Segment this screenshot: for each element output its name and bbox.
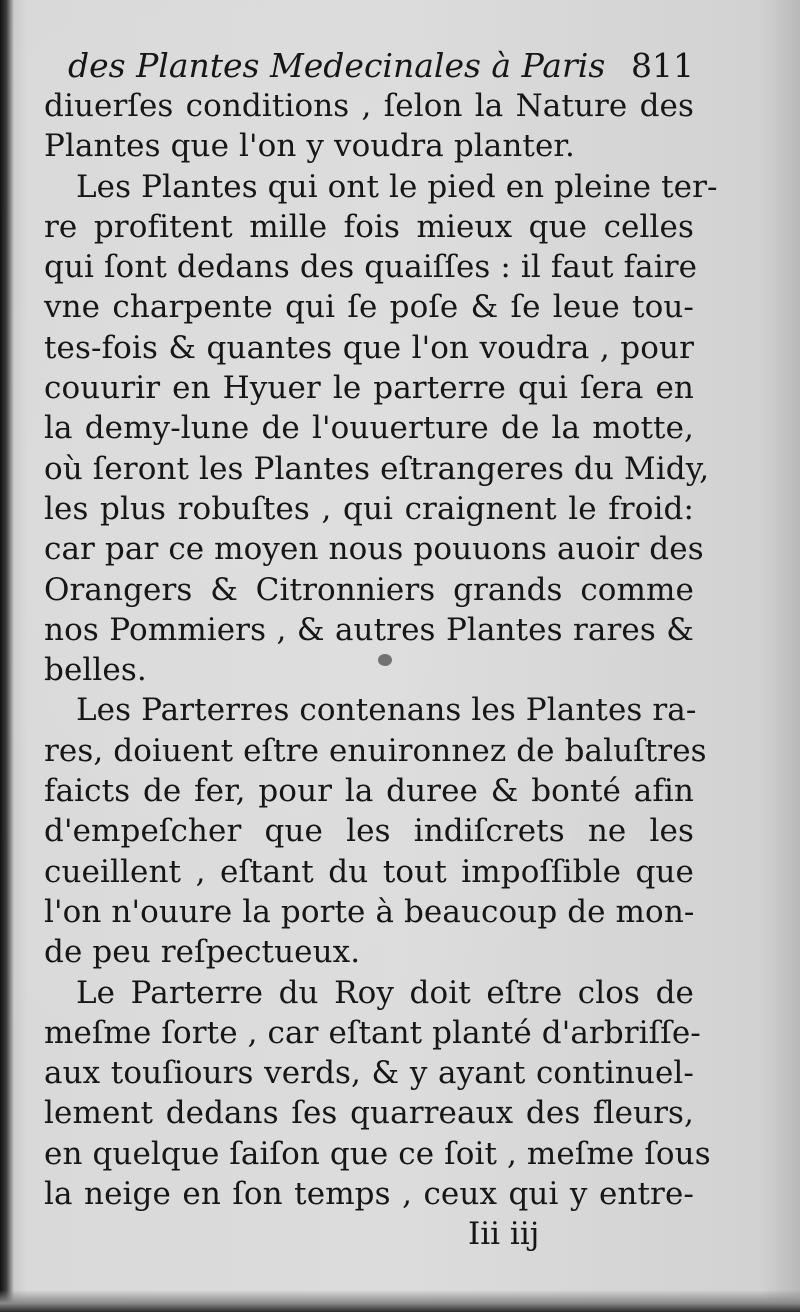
text-line: qui ſont dedans des quaiſſes : il faut faire — [44, 249, 698, 286]
text-line: couurir en Hyuer le parterre qui ſera en — [44, 370, 694, 407]
text-line: Orangers & Citronniers grands comme — [44, 571, 694, 608]
page-gutter-shadow — [0, 0, 14, 1312]
text-line: Le Parterre du Roy doit eſtre clos de — [76, 974, 694, 1011]
text-line: vne charpente qui ſe poſe & ſe leue tou- — [44, 289, 694, 326]
running-header — [44, 46, 694, 86]
text-line: belles. — [44, 652, 147, 689]
text-line: où ſeront les Plantes eſtrangeres du Midy, — [44, 450, 710, 487]
page-bottom-shadow — [0, 1290, 800, 1312]
text-line: car par ce moyen nous pouuons auoir des — [44, 531, 704, 568]
page-number: 811 — [631, 46, 694, 85]
text-line: lement dedans ſes quarreaux des fleurs, — [44, 1095, 694, 1132]
running-title: des Plantes Medecinales à Paris — [68, 46, 606, 85]
text-line: tes-fois & quantes que l'on voudra , pour — [44, 329, 694, 366]
text-line: les plus robuſtes , qui craignent le froid: — [44, 490, 694, 527]
text-line: de peu reſpectueux. — [44, 934, 361, 971]
text-line: meſme ſorte , car eſtant planté d'arbriſſe- — [44, 1014, 701, 1051]
text-line: en quelque ſaiſon que ce ſoit , meſme ſous — [44, 1135, 711, 1172]
text-line: la demy-lune de l'ouuerture de la motte, — [44, 410, 694, 447]
text-line: Les Parterres contenans les Plantes ra- — [76, 692, 697, 729]
text-block — [44, 46, 718, 1214]
text-line: d'empeſcher que les indiſcrets ne les — [44, 813, 694, 850]
text-line: Plantes que l'on y voudra planter. — [44, 128, 575, 165]
text-line: faicts de fer, pour la duree & bonté afin — [44, 773, 694, 810]
text-line: diuerſes conditions , ſelon la Nature des — [44, 88, 694, 124]
signature-mark: Iii iij — [468, 1216, 540, 1252]
text-line: la neige en ſon temps , ceux qui y entre- — [44, 1176, 694, 1213]
text-line: cueillent , eſtant du tout impoſſible que — [44, 853, 694, 890]
text-line: Les Plantes qui ont le pied en pleine ter- — [76, 168, 718, 205]
text-line: nos Pommiers , & autres Plantes rares & — [44, 611, 694, 648]
text-line: res, doiuent eſtre enuironnez de baluſtres — [44, 732, 707, 769]
text-line: aux touſiours verds, & y ayant continuel- — [44, 1055, 694, 1092]
text-line: l'on n'ouure la porte à beaucoup de mon- — [44, 893, 695, 930]
text-line: re profitent mille fois mieux que celles — [44, 208, 694, 245]
